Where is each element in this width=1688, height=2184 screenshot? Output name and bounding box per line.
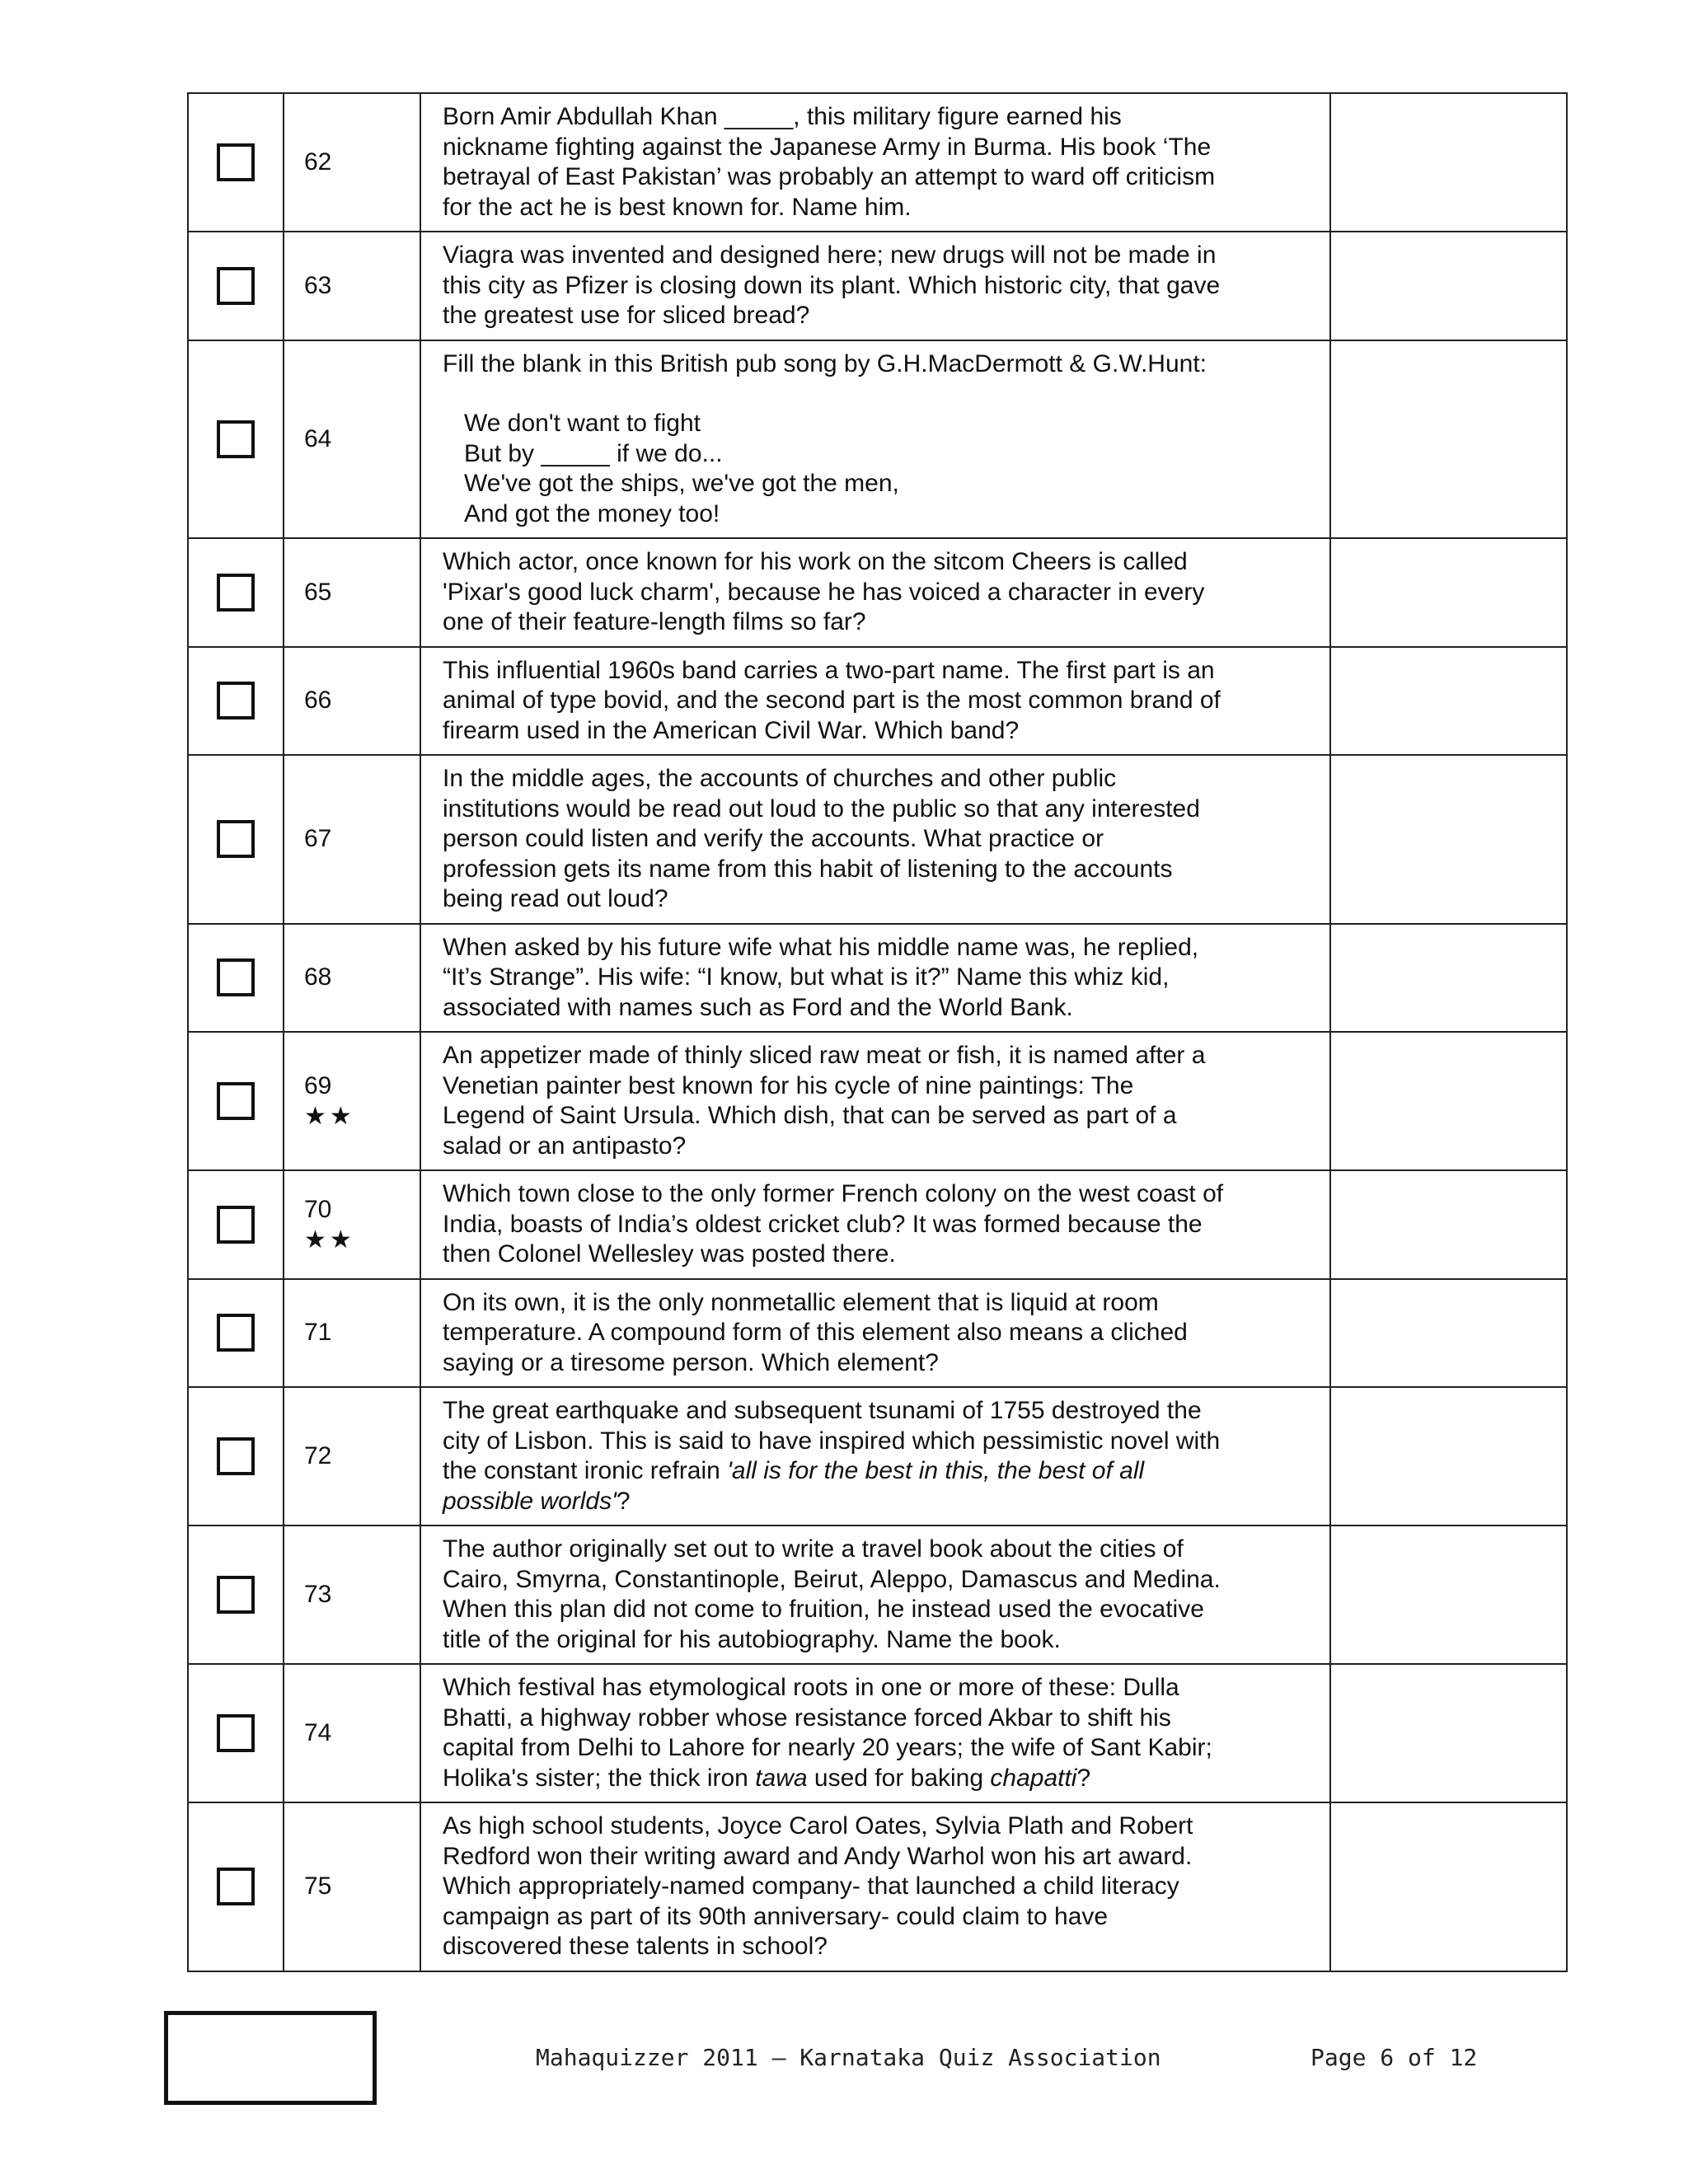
question-row [188, 647, 1567, 756]
question-checkbox[interactable] [217, 1082, 255, 1120]
question-row [188, 93, 1567, 232]
question-number: 66 [304, 687, 332, 715]
question-checkbox[interactable] [217, 958, 255, 996]
question-number: 67 [304, 825, 332, 853]
question-checkbox[interactable] [217, 1868, 255, 1905]
question-checkbox[interactable] [217, 1206, 255, 1244]
question-number: 62 [304, 148, 332, 176]
question-number: 72 [304, 1442, 332, 1469]
question-row [188, 1170, 1567, 1279]
answer-cell[interactable] [1330, 93, 1567, 232]
question-number: 73 [304, 1581, 332, 1608]
question-checkbox[interactable] [217, 1576, 255, 1614]
question-row [188, 1387, 1567, 1526]
question-text: Fill the blank in this British pub song by G.H.MacDermott & G.W.Hunt: We don't want to fight But by _____ if we do... We've got the ships, we've got the men, And got the money too! [420, 340, 1330, 539]
question-number: 70 [304, 1195, 332, 1223]
question-row [188, 1802, 1567, 1971]
difficulty-stars: ★★ [304, 1103, 355, 1130]
page-number: Page 6 of 12 [1311, 2044, 1478, 2071]
answer-cell[interactable] [1330, 1032, 1567, 1170]
question-row [188, 340, 1567, 539]
question-checkbox[interactable] [217, 420, 255, 458]
difficulty-stars: ★★ [304, 1226, 355, 1254]
question-number: 69 [304, 1072, 332, 1099]
question-text: The great earthquake and subsequent tsunami of 1755 destroyed the city of Lisbon. This is said to have inspired which pessimistic novel with the constant ironic refrain 'all is for the best in this, the best of all possible worlds'? [420, 1387, 1330, 1526]
question-row [188, 755, 1567, 924]
question-text: On its own, it is the only nonmetallic element that is liquid at room temperature. A compound form of this element also means a cliched saying or a tiresome person. Which element? [420, 1279, 1330, 1388]
answer-cell[interactable] [1330, 1664, 1567, 1802]
question-row [188, 232, 1567, 340]
question-row [188, 1032, 1567, 1170]
question-text: In the middle ages, the accounts of churches and other public institutions would be read out loud to the public so that any interested person could listen and verify the accounts. What practice or profession gets its name from this habit of listening to the accounts being read out loud? [420, 755, 1330, 924]
question-checkbox[interactable] [217, 1314, 255, 1352]
answer-cell[interactable] [1330, 1802, 1567, 1971]
question-text: Which actor, once known for his work on the sitcom Cheers is called 'Pixar's good luck charm', because he has voiced a character in every one of their feature-length films so far? [420, 538, 1330, 647]
question-checkbox[interactable] [217, 682, 255, 719]
question-text: Which festival has etymological roots in one or more of these: Dulla Bhatti, a highway robber whose resistance forced Akbar to shift his capital from Delhi to Lahore for nearly 20 years; the wife of Sant Kabir; Holika's sister; the thick iron tawa used for baking chapatti? [420, 1664, 1330, 1802]
answer-cell[interactable] [1330, 1170, 1567, 1279]
answer-cell[interactable] [1330, 232, 1567, 340]
question-text: Born Amir Abdullah Khan _____, this military figure earned his nickname fighting against the Japanese Army in Burma. His book ‘The betrayal of East Pakistan’ was probably an attempt to ward off criticism for the act he is best known for. Name him. [420, 93, 1330, 232]
answer-cell[interactable] [1330, 340, 1567, 539]
footer-title: Mahaquizzer 2011 – Karnataka Quiz Association [536, 2044, 1161, 2071]
answer-cell[interactable] [1330, 1526, 1567, 1664]
question-text: When asked by his future wife what his middle name was, he replied, “It’s Strange”. His wife: “I know, but what is it?” Name this whiz kid, associated with names such as Ford and the World Bank. [420, 924, 1330, 1033]
question-checkbox[interactable] [217, 267, 255, 305]
answer-cell[interactable] [1330, 924, 1567, 1033]
question-number: 63 [304, 271, 332, 299]
question-text: As high school students, Joyce Carol Oates, Sylvia Plath and Robert Redford won their writing award and Andy Warhol won his art award. Which appropriately-named company- that launched a child literacy campaign as part of its 90th anniversary- could claim to have discovered these talents in school? [420, 1802, 1330, 1971]
question-row [188, 538, 1567, 647]
question-checkbox[interactable] [217, 143, 255, 181]
question-checkbox[interactable] [217, 1437, 255, 1475]
question-text: The author originally set out to write a travel book about the cities of Cairo, Smyrna, Constantinople, Beirut, Aleppo, Damascus and Medina. When this plan did not come to fruition, he instead used the evocative title of the original for his autobiography. Name the book. [420, 1526, 1330, 1664]
question-number: 64 [304, 424, 332, 452]
score-box[interactable] [164, 2011, 377, 2105]
question-checkbox[interactable] [217, 574, 255, 612]
question-text: Which town close to the only former French colony on the west coast of India, boasts of India’s oldest cricket club? It was formed because the then Colonel Wellesley was posted there. [420, 1170, 1330, 1279]
question-number: 71 [304, 1319, 332, 1347]
answer-cell[interactable] [1330, 538, 1567, 647]
question-row [188, 1279, 1567, 1388]
answer-cell[interactable] [1330, 647, 1567, 756]
question-number: 74 [304, 1719, 332, 1746]
question-table [187, 92, 1568, 1972]
question-text: This influential 1960s band carries a two-part name. The first part is an animal of type bovid, and the second part is the most common brand of firearm used in the American Civil War. Which band? [420, 647, 1330, 756]
answer-cell[interactable] [1330, 755, 1567, 924]
question-number: 75 [304, 1872, 332, 1900]
answer-cell[interactable] [1330, 1279, 1567, 1388]
question-row [188, 924, 1567, 1033]
question-number: 65 [304, 578, 332, 606]
question-number: 68 [304, 963, 332, 991]
question-checkbox[interactable] [217, 1714, 255, 1752]
question-checkbox[interactable] [217, 820, 255, 858]
answer-cell[interactable] [1330, 1387, 1567, 1526]
question-row [188, 1526, 1567, 1664]
question-text: An appetizer made of thinly sliced raw meat or fish, it is named after a Venetian painter best known for his cycle of nine paintings: The Legend of Saint Ursula. Which dish, that can be served as part of a salad or an antipasto? [420, 1032, 1330, 1170]
question-text: Viagra was invented and designed here; new drugs will not be made in this city as Pfizer is closing down its plant. Which historic city, that gave the greatest use for sliced bread? [420, 232, 1330, 340]
question-row [188, 1664, 1567, 1802]
